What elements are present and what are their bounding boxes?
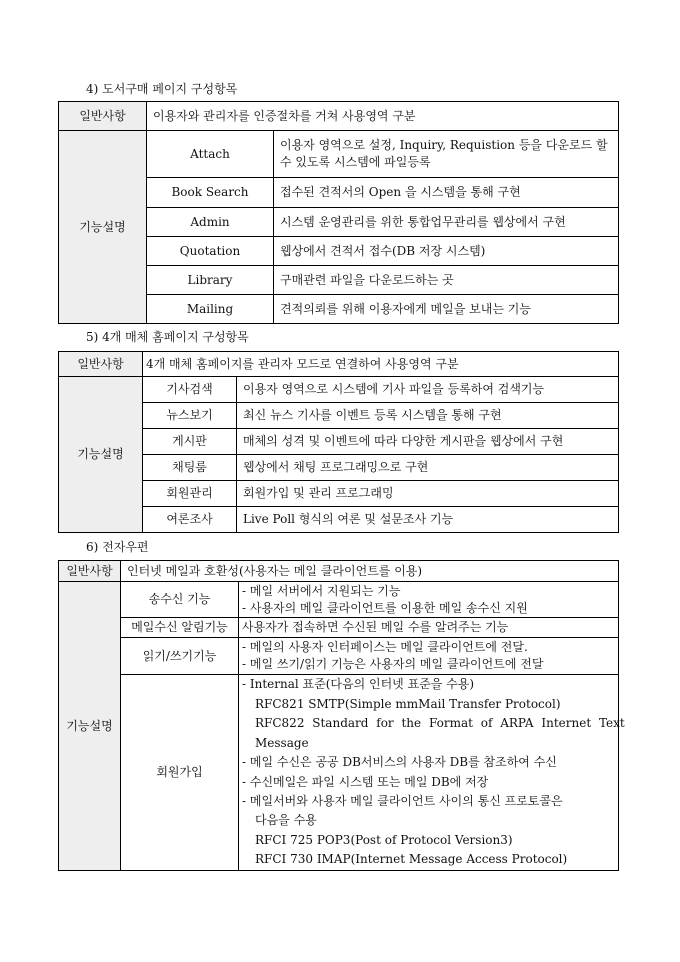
desc-line: 다음을 수용	[255, 813, 317, 828]
row-name: Admin	[147, 208, 274, 237]
desc-line: - 메일 수신은 공공 DB서비스의 사용자 DB를 참조하여 수신	[242, 755, 557, 770]
function-label: 기능설명	[59, 131, 147, 324]
row-desc: 최신 뉴스 기사를 이벤트 등록 시스템을 통해 구현	[237, 403, 619, 429]
row-name: 기사검색	[143, 377, 237, 403]
desc-line: - 메일서버와 사용자 메일 클라이언트 사이의 통신 프로토콜은	[242, 793, 563, 808]
desc-line: RFC822 Standard for the Format of ARPA Internet Text	[255, 716, 625, 731]
row-name: 읽기/쓰기기능	[121, 638, 239, 675]
general-text: 이용자와 관리자를 인증절차를 거쳐 사용영역 구분	[147, 102, 619, 131]
desc-line: - 수신메일은 파일 시스템 또는 메일 DB에 저장	[242, 774, 489, 789]
desc-line: RFC821 SMTP(Simple mmMail Transfer Protocol)	[255, 696, 561, 711]
desc-line: RFCI 730 IMAP(Internet Message Access Protocol)	[255, 852, 568, 867]
row-desc: 매체의 성격 및 이벤트에 따라 다양한 게시판을 웹상에서 구현	[237, 429, 619, 455]
general-label: 일반사항	[59, 102, 147, 131]
desc-line: - 메일의 사용자 인터페이스는 메일 클라이언트에 전달.	[242, 640, 528, 654]
row-desc: 견적의뢰를 위해 이용자에게 메일을 보내는 기능	[274, 295, 619, 324]
row-desc: 구매관련 파일을 다운로드하는 곳	[274, 266, 619, 295]
row-desc: 회원가입 및 관리 프로그래밍	[237, 481, 619, 507]
row-desc	[239, 675, 625, 871]
row-desc: 웹상에서 견적서 접수(DB 저장 시스템)	[274, 237, 619, 266]
row-desc: 접수된 견적서의 Open 을 시스템을 통해 구현	[274, 178, 619, 208]
row-name: 송수신 기능	[121, 582, 239, 618]
row-name: Mailing	[147, 295, 274, 324]
row-desc	[239, 582, 619, 618]
desc-line: - 사용자의 메일 클라이언트를 이용한 메일 송수신 지원	[242, 600, 528, 615]
row-desc: 이용자 영역으로 시스템에 기사 파일을 등록하여 검색기능	[237, 377, 619, 403]
row-name: 메일수신 알림기능	[121, 618, 239, 638]
section-4-heading: 4) 도서구매 페이지 구성항목	[86, 82, 238, 96]
row-name: 회원관리	[143, 481, 237, 507]
section-6-heading: 6) 전자우편	[86, 540, 149, 554]
function-label: 기능설명	[59, 377, 143, 533]
general-label: 일반사항	[59, 561, 121, 582]
desc-line: 사용자가 접속하면 수신된 메일 수를 알려주는 기능	[242, 620, 509, 634]
row-name: 뉴스보기	[143, 403, 237, 429]
desc-line: - 메일 쓰기/읽기 기능은 사용자의 메일 클라이언트에 전달	[242, 657, 544, 671]
desc-line: - Internal 표준(다음의 인터넷 표준을 수용)	[242, 677, 475, 692]
row-desc: 시스템 운영관리를 위한 통합업무관리를 웹상에서 구현	[274, 208, 619, 237]
general-label: 일반사항	[59, 352, 143, 377]
row-name: 게시판	[143, 429, 237, 455]
section-4-table	[58, 101, 619, 324]
function-label: 기능설명	[59, 582, 121, 871]
row-name: 회원가입	[121, 675, 239, 871]
desc-line: RFCI 725 POP3(Post of Protocol Version3)	[255, 832, 513, 847]
row-name: 여론조사	[143, 507, 237, 533]
row-desc: 웹상에서 채팅 프로그래밍으로 구현	[237, 455, 619, 481]
row-name: Attach	[147, 131, 274, 178]
row-desc	[239, 638, 619, 675]
section-5-heading: 5) 4개 매체 홈페이지 구성항목	[86, 330, 249, 344]
general-text: 4개 매체 홈페이지를 관리자 모드로 연결하여 사용영역 구분	[143, 352, 619, 377]
row-name: Quotation	[147, 237, 274, 266]
row-name: Book Search	[147, 178, 274, 208]
general-text: 인터넷 메일과 호환성(사용자는 메일 클라이언트를 이용)	[121, 561, 619, 582]
section-5-table	[58, 351, 619, 533]
row-desc: Live Poll 형식의 여론 및 설문조사 기능	[237, 507, 619, 533]
desc-line: - 메일 서버에서 지원되는 기능	[242, 583, 401, 598]
row-name: 채팅룸	[143, 455, 237, 481]
row-name: Library	[147, 266, 274, 295]
row-desc	[239, 618, 619, 638]
desc-line: Message	[255, 735, 309, 750]
section-6-table	[58, 560, 625, 871]
row-desc: 이용자 영역으로 설정, Inquiry, Requistion 등을 다운로드 할 수 있도록 시스템에 파일등록	[274, 131, 619, 178]
